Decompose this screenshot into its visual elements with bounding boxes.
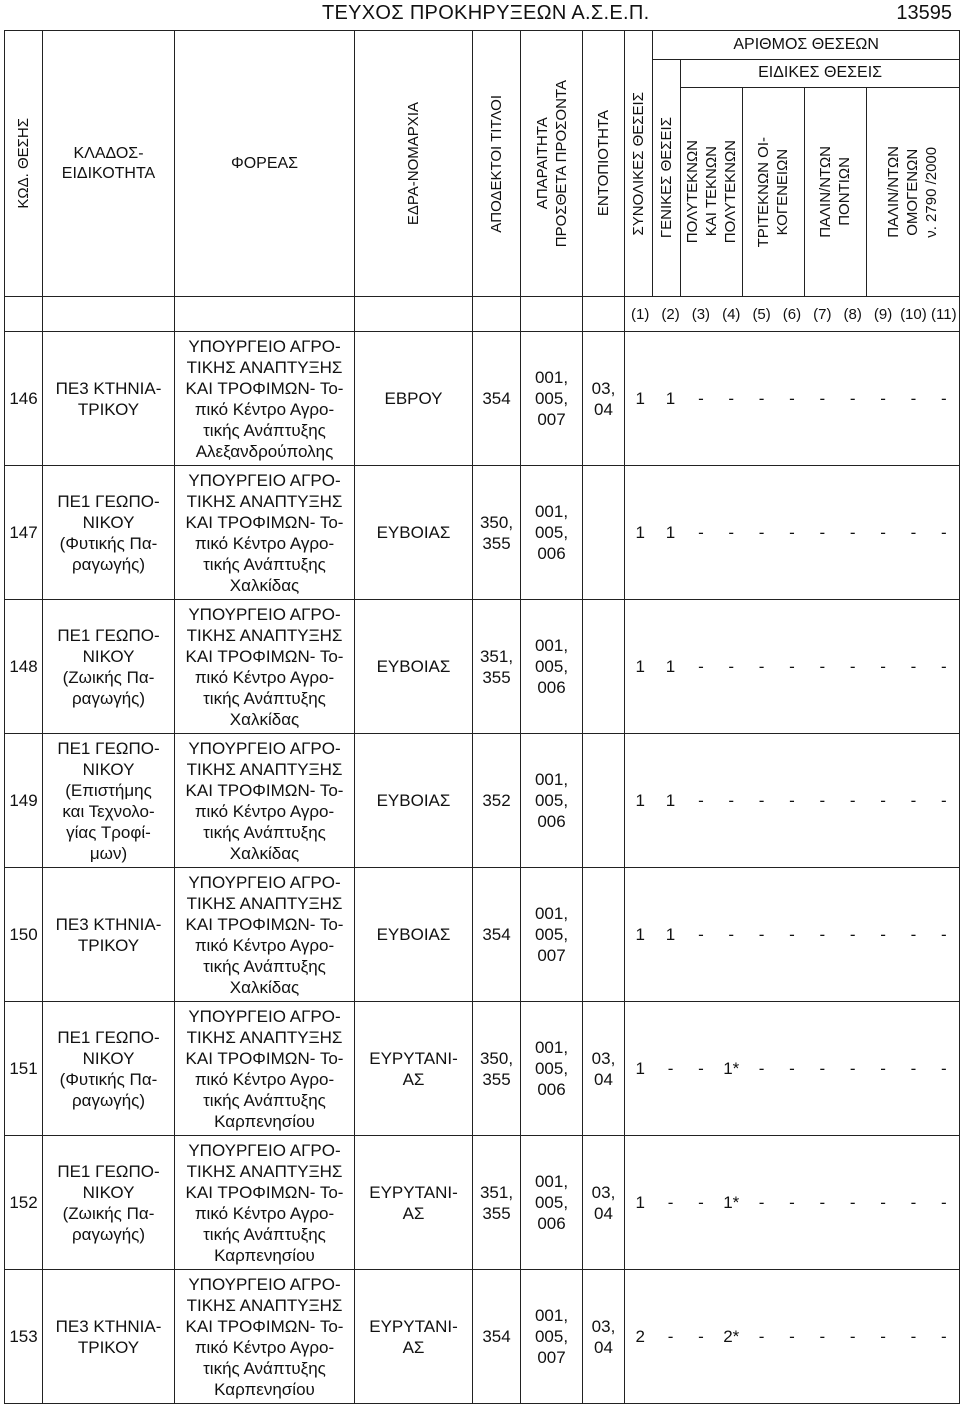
col-number: (8) (843, 305, 862, 323)
position-counts (625, 868, 959, 1001)
position-code: 146 (5, 332, 43, 466)
position-count: 2 (635, 1327, 645, 1346)
position-count: - (880, 1327, 886, 1346)
agency-cell: ΥΠΟΥΡΓΕΙΟ ΑΓΡΟ- ΤΙΚΗΣ ΑΝΑΠΤΥΞΗΣ ΚΑΙ ΤΡΟΦΙΜΩΝ- Το- πικό Κέντρο Αγρο- τικής Ανάπτυξης Καρπενησίου (175, 1136, 355, 1270)
specialty-cell: ΠΕ3 ΚΤΗΝΙΑ- ΤΡΙΚΟΥ (43, 1270, 175, 1404)
titles-cell: 350, 355 (473, 1002, 521, 1136)
position-count: - (789, 925, 795, 944)
locality-cell (583, 466, 625, 600)
header-required-label: ΑΠΑΡΑΙΤΗΤΑ ΠΡΟΣΘΕΤΑ ΠΡΟΣΟΝΤΑ (533, 79, 570, 248)
position-count: - (728, 523, 735, 542)
header-positions-number: ΑΡΙΘΜΟΣ ΘΕΣΕΩΝ (653, 31, 959, 59)
position-count: 1 (635, 1193, 645, 1212)
position-count: 1* (723, 1059, 740, 1078)
position-count: - (880, 925, 886, 944)
locality-cell: 03, 04 (583, 1002, 625, 1136)
header-agency (175, 31, 355, 297)
header-total (625, 31, 653, 296)
locality-cell (583, 734, 625, 868)
header-positions-group (625, 31, 960, 297)
empty-cell (355, 297, 473, 332)
header-row (5, 31, 960, 297)
position-count: 2* (723, 1327, 740, 1346)
seat-cell: ΕΥΒΟΙΑΣ (355, 734, 473, 868)
position-counts (625, 600, 959, 733)
position-count: - (880, 1059, 886, 1078)
header-code-label: ΚΩΔ. ΘΕΣΗΣ (15, 118, 32, 209)
seat-cell: ΕΥΡΥΤΑΝΙ- ΑΣ (355, 1002, 473, 1136)
position-code: 147 (5, 466, 43, 600)
column-numbers (625, 297, 959, 331)
position-count: - (849, 1059, 856, 1078)
position-count: 1 (635, 1059, 645, 1078)
seat-cell: ΕΥΒΟΙΑΣ (355, 600, 473, 734)
position-count: - (758, 389, 765, 408)
specialty-cell: ΠΕ3 ΚΤΗΝΙΑ- ΤΡΙΚΟΥ (43, 332, 175, 466)
position-count: - (910, 791, 917, 810)
position-count: - (758, 1193, 765, 1212)
position-count: - (940, 925, 947, 944)
position-count: - (940, 1059, 947, 1078)
agency-cell: ΥΠΟΥΡΓΕΙΟ ΑΓΡΟ- ΤΙΚΗΣ ΑΝΑΠΤΥΞΗΣ ΚΑΙ ΤΡΟΦΙΜΩΝ- Το- πικό Κέντρο Αγρο- τικής Ανάπτυξης Χαλκίδας (175, 734, 355, 868)
position-count: - (849, 657, 856, 676)
specialty-cell: ΠΕ1 ΓΕΩΠΟ- ΝΙΚΟΥ (Φυτικής Πα- ραγωγής) (43, 1002, 175, 1136)
position-count: - (667, 1193, 674, 1212)
position-count: - (698, 523, 704, 542)
specialty-cell: ΠΕ3 ΚΤΗΝΙΑ- ΤΡΙΚΟΥ (43, 868, 175, 1002)
empty-cell (175, 297, 355, 332)
table-row (5, 332, 960, 466)
position-counts-cell (625, 466, 960, 600)
header-code (5, 31, 43, 297)
locality-cell: 03, 04 (583, 1136, 625, 1270)
agency-cell: ΥΠΟΥΡΓΕΙΟ ΑΓΡΟ- ΤΙΚΗΣ ΑΝΑΠΤΥΞΗΣ ΚΑΙ ΤΡΟΦΙΜΩΝ- Το- πικό Κέντρο Αγρο- τικής Ανάπτυξης Καρπενησίου (175, 1270, 355, 1404)
position-count: - (698, 791, 704, 810)
position-count: - (758, 657, 765, 676)
position-count: - (940, 523, 947, 542)
position-count: - (789, 657, 795, 676)
position-count: - (789, 389, 795, 408)
header-titles (473, 31, 521, 297)
col-number: (1) (631, 305, 650, 323)
empty-cell (43, 297, 175, 332)
required-qualifications-cell: 001, 005, 006 (521, 1002, 583, 1136)
position-count: - (849, 925, 856, 944)
locality-cell: 03, 04 (583, 332, 625, 466)
titles-cell: 354 (473, 1270, 521, 1404)
position-count: - (728, 389, 735, 408)
position-count: - (698, 1059, 704, 1078)
required-qualifications-cell: 001, 005, 007 (521, 868, 583, 1002)
agency-cell: ΥΠΟΥΡΓΕΙΟ ΑΓΡΟ- ΤΙΚΗΣ ΑΝΑΠΤΥΞΗΣ ΚΑΙ ΤΡΟΦΙΜΩΝ- Το- πικό Κέντρο Αγρο- τικής Ανάπτυξης Χαλκίδας (175, 466, 355, 600)
col-number: (5) (752, 305, 771, 323)
agency-cell: ΥΠΟΥΡΓΕΙΟ ΑΓΡΟ- ΤΙΚΗΣ ΑΝΑΠΤΥΞΗΣ ΚΑΙ ΤΡΟΦΙΜΩΝ- Το- πικό Κέντρο Αγρο- τικής Ανάπτυξης Αλεξανδρούπολης (175, 332, 355, 466)
header-three-child (742, 87, 804, 296)
position-count: - (880, 389, 886, 408)
position-count: - (910, 1193, 917, 1212)
header-seat (355, 31, 473, 297)
header-titles-label: ΑΠΟΔΕΚΤΟΙ ΤΙΤΛΟΙ (488, 94, 505, 233)
positions-header-subtable (625, 31, 959, 296)
position-count: - (758, 1059, 765, 1078)
position-count: - (880, 791, 886, 810)
position-count: - (880, 523, 886, 542)
empty-cell (5, 297, 43, 332)
header-total-label: ΣΥΝΟΛΙΚΕΣ ΘΕΣΕΙΣ (630, 91, 648, 236)
header-repatriated-pontic-label: ΠΑΛΙΝ/ΝΤΩΝ ΠΟΝΤΙΩΝ (817, 145, 854, 238)
column-number-row (5, 297, 960, 332)
position-count: - (789, 523, 795, 542)
position-code: 148 (5, 600, 43, 734)
position-count: - (698, 1327, 704, 1346)
position-count: - (758, 1327, 765, 1346)
col-number: (10) (900, 305, 927, 323)
col-number: (11) (931, 305, 957, 323)
position-count: - (910, 1327, 917, 1346)
position-count: 1 (635, 389, 645, 408)
position-counts-cell (625, 868, 960, 1002)
position-counts (625, 1002, 959, 1135)
agency-cell: ΥΠΟΥΡΓΕΙΟ ΑΓΡΟ- ΤΙΚΗΣ ΑΝΑΠΤΥΞΗΣ ΚΑΙ ΤΡΟΦΙΜΩΝ- Το- πικό Κέντρο Αγρο- τικής Ανάπτυξης Χαλκίδας (175, 868, 355, 1002)
position-count: - (849, 523, 856, 542)
position-count: - (910, 657, 917, 676)
position-count: 1* (723, 1193, 740, 1212)
titles-cell: 354 (473, 868, 521, 1002)
position-count: 1 (635, 523, 645, 542)
col-number: (6) (782, 305, 802, 323)
col-number: (2) (661, 305, 680, 323)
position-count: - (728, 925, 735, 944)
position-count: - (728, 657, 735, 676)
locality-cell: 03, 04 (583, 1270, 625, 1404)
position-code: 151 (5, 1002, 43, 1136)
position-count: - (940, 791, 947, 810)
position-count: 1 (665, 523, 676, 542)
position-count: - (910, 389, 917, 408)
locality-cell (583, 868, 625, 1002)
seat-cell: ΕΥΡΥΤΑΝΙ- ΑΣ (355, 1136, 473, 1270)
position-code: 152 (5, 1136, 43, 1270)
header-specialty-label: ΚΛΑΔΟΣ- ΕΙΔΙΚΟΤΗΤΑ (61, 144, 156, 182)
seat-cell: ΕΒΡΟΥ (355, 332, 473, 466)
position-count: - (698, 389, 704, 408)
seat-cell: ΕΥΡΥΤΑΝΙ- ΑΣ (355, 1270, 473, 1404)
position-count: - (819, 1059, 826, 1078)
empty-cell (473, 297, 521, 332)
header-required (521, 31, 583, 297)
seat-cell: ΕΥΒΟΙΑΣ (355, 466, 473, 600)
agency-cell: ΥΠΟΥΡΓΕΙΟ ΑΓΡΟ- ΤΙΚΗΣ ΑΝΑΠΤΥΞΗΣ ΚΑΙ ΤΡΟΦΙΜΩΝ- Το- πικό Κέντρο Αγρο- τικής Ανάπτυξης Καρπενησίου (175, 1002, 355, 1136)
col-number: (7) (813, 305, 832, 323)
table-row (5, 734, 960, 868)
position-count: - (789, 1059, 795, 1078)
header-general (653, 59, 681, 296)
position-count: - (728, 791, 735, 810)
position-count: - (789, 791, 795, 810)
agency-cell: ΥΠΟΥΡΓΕΙΟ ΑΓΡΟ- ΤΙΚΗΣ ΑΝΑΠΤΥΞΗΣ ΚΑΙ ΤΡΟΦΙΜΩΝ- Το- πικό Κέντρο Αγρο- τικής Ανάπτυξης Χαλκίδας (175, 600, 355, 734)
header-agency-label: ΦΟΡΕΑΣ (230, 154, 299, 172)
position-count: 1 (665, 925, 676, 944)
position-count: - (910, 1059, 917, 1078)
page-title: ΤΕΥΧΟΣ ΠΡΟΚΗΡΥΞΕΩΝ Α.Σ.Ε.Π. (322, 2, 650, 24)
header-large-families-label: ΠΟΛΥΤΕΚΝΩΝ ΚΑΙ ΤΕΚΝΩΝ ΠΟΛΥΤΕΚΝΩΝ (684, 140, 740, 244)
position-count: - (910, 925, 917, 944)
position-counts (625, 734, 959, 867)
header-seat-label: ΕΔΡΑ-ΝΟΜΑΡΧΙΑ (405, 101, 422, 226)
position-count: - (940, 389, 947, 408)
position-count: - (698, 657, 704, 676)
position-count: - (758, 791, 765, 810)
header-specialty (43, 31, 175, 297)
position-count: 1 (635, 657, 645, 676)
position-counts-cell (625, 1136, 960, 1270)
titles-cell: 354 (473, 332, 521, 466)
specialty-cell: ΠΕ1 ΓΕΩΠΟ- ΝΙΚΟΥ (Ζωικής Πα- ραγωγής) (43, 600, 175, 734)
col-number: (4) (722, 305, 741, 323)
position-code: 153 (5, 1270, 43, 1404)
page-number: 13595 (896, 2, 952, 24)
column-numbers-cell (625, 297, 960, 332)
empty-cell (521, 297, 583, 332)
table-row (5, 600, 960, 734)
titles-cell: 351, 355 (473, 1136, 521, 1270)
position-code: 149 (5, 734, 43, 868)
table-body (5, 332, 960, 1404)
position-count: - (819, 925, 826, 944)
position-count: - (849, 1193, 856, 1212)
position-counts (625, 466, 959, 599)
locality-cell (583, 600, 625, 734)
table-row (5, 466, 960, 600)
position-count: - (789, 1327, 795, 1346)
position-counts (625, 1270, 959, 1403)
position-count: - (667, 1059, 674, 1078)
position-code: 150 (5, 868, 43, 1002)
position-count: - (819, 1327, 826, 1346)
position-counts (625, 332, 959, 465)
page-header (0, 0, 960, 26)
position-count: - (880, 657, 886, 676)
required-qualifications-cell: 001, 005, 006 (521, 466, 583, 600)
position-count: - (819, 791, 826, 810)
position-count: - (849, 1327, 856, 1346)
position-count: - (819, 1193, 826, 1212)
position-count: - (819, 389, 826, 408)
position-count: - (940, 1193, 947, 1212)
position-count: - (940, 657, 947, 676)
table-row (5, 1002, 960, 1136)
position-count: 1 (665, 389, 676, 408)
header-repatriated-pontic (804, 87, 866, 296)
position-count: - (940, 1327, 947, 1346)
specialty-cell: ΠΕ1 ΓΕΩΠΟ- ΝΙΚΟΥ (Φυτικής Πα- ραγωγής) (43, 466, 175, 600)
required-qualifications-cell: 001, 005, 006 (521, 734, 583, 868)
specialty-cell: ΠΕ1 ΓΕΩΠΟ- ΝΙΚΟΥ (Επιστήμης και Τεχνολο- γίας Τροφί- μων) (43, 734, 175, 868)
header-three-child-label: ΤΡΙΤΕΚΝΩΝ ΟΙ- ΚΟΓΕΝΕΙΩΝ (755, 136, 792, 247)
header-locality-label: ΕΝΤΟΠΙΟΤΗΤΑ (595, 110, 612, 217)
position-counts-cell (625, 1002, 960, 1136)
header-repatriated-ethnic-label: ΠΑΛΙΝ/ΝΤΩΝ ΟΜΟΓΕΝΩΝ ν. 2790 /2000 (885, 145, 941, 238)
table-row (5, 868, 960, 1002)
table-row (5, 1136, 960, 1270)
position-count: - (880, 1193, 886, 1212)
position-count: 1 (665, 791, 676, 810)
header-large-families (681, 87, 743, 296)
position-counts-cell (625, 332, 960, 466)
position-count: - (910, 523, 917, 542)
position-count: 1 (665, 657, 676, 676)
header-locality (583, 31, 625, 297)
required-qualifications-cell: 001, 005, 007 (521, 1270, 583, 1404)
specialty-cell: ΠΕ1 ΓΕΩΠΟ- ΝΙΚΟΥ (Ζωικής Πα- ραγωγής) (43, 1136, 175, 1270)
col-number: (9) (873, 305, 893, 323)
required-qualifications-cell: 001, 005, 006 (521, 600, 583, 734)
header-general-label: ΓΕΝΙΚΕΣ ΘΕΣΕΙΣ (658, 117, 676, 239)
position-count: - (758, 523, 765, 542)
col-number: (3) (691, 305, 711, 323)
position-counts-cell (625, 1270, 960, 1404)
position-count: - (849, 389, 856, 408)
position-count: - (819, 657, 826, 676)
position-counts-cell (625, 734, 960, 868)
header-special-positions: ΕΙΔΙΚΕΣ ΘΕΣΕΙΣ (681, 59, 959, 87)
position-count: - (849, 791, 856, 810)
required-qualifications-cell: 001, 005, 007 (521, 332, 583, 466)
position-count: - (698, 1193, 704, 1212)
table-row (5, 1270, 960, 1404)
position-count: - (789, 1193, 795, 1212)
titles-cell: 350, 355 (473, 466, 521, 600)
position-count: 1 (635, 925, 645, 944)
positions-table (4, 30, 960, 1404)
seat-cell: ΕΥΒΟΙΑΣ (355, 868, 473, 1002)
position-count: - (698, 925, 704, 944)
titles-cell: 352 (473, 734, 521, 868)
required-qualifications-cell: 001, 005, 006 (521, 1136, 583, 1270)
titles-cell: 351, 355 (473, 600, 521, 734)
position-count: - (758, 925, 765, 944)
position-counts-cell (625, 600, 960, 734)
header-repatriated-ethnic (866, 87, 959, 296)
position-count: - (819, 523, 826, 542)
position-count: 1 (635, 791, 645, 810)
empty-cell (583, 297, 625, 332)
position-counts (625, 1136, 959, 1269)
position-count: - (667, 1327, 674, 1346)
